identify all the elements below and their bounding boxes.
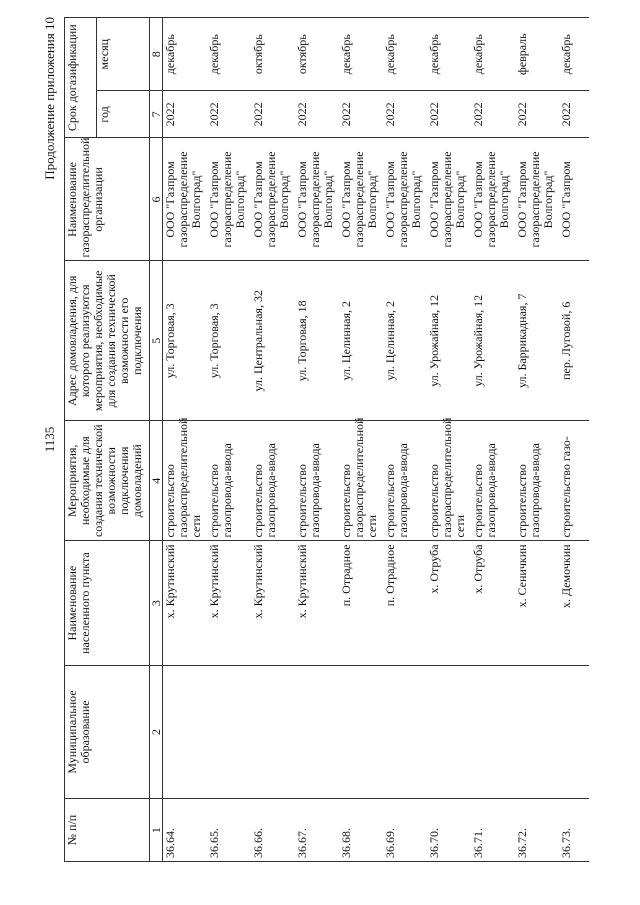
row-municipality bbox=[207, 665, 251, 798]
row-number: 36.73. bbox=[559, 799, 589, 862]
header-address: Адрес домовладения, для которого реализуются мероприятия, необходимые для создания технической возможности его подключения bbox=[65, 261, 150, 421]
row-month: декабрь bbox=[383, 18, 427, 91]
row-year: 2022 bbox=[383, 91, 427, 138]
column-number: 7 bbox=[150, 91, 163, 138]
document-page bbox=[42, 17, 590, 862]
row-number: 36.67. bbox=[295, 799, 339, 862]
row-year: 2022 bbox=[427, 91, 471, 138]
row-measure: строительство газопровода-ввода bbox=[251, 421, 295, 541]
row-settlement: х. Сеничкин bbox=[515, 541, 559, 665]
row-settlement: х. Отруба bbox=[471, 541, 515, 665]
table-row bbox=[339, 18, 383, 862]
row-year: 2022 bbox=[295, 91, 339, 138]
page-number: 1135 bbox=[42, 426, 57, 453]
row-number: 36.66. bbox=[251, 799, 295, 862]
row-municipality bbox=[163, 665, 207, 798]
row-municipality bbox=[295, 665, 339, 798]
header-year: год bbox=[97, 91, 150, 138]
row-year: 2022 bbox=[471, 91, 515, 138]
row-month: октябрь bbox=[295, 18, 339, 91]
table-row bbox=[163, 18, 207, 862]
column-number: 3 bbox=[150, 541, 163, 665]
row-address: ул. Целинная, 2 bbox=[383, 261, 427, 421]
row-measure: строительство газопровода-ввода bbox=[515, 421, 559, 541]
appendix-caption: Продолжение приложения 10 bbox=[42, 17, 57, 180]
row-address: ул. Урожайная, 12 bbox=[471, 261, 515, 421]
row-organization: ООО "Газпром bbox=[559, 138, 589, 261]
row-measure: строительство газораспределительной сети bbox=[339, 421, 383, 541]
header-measures: Мероприятия, необходимые для создания технической возможности подключения домовладений bbox=[65, 421, 150, 541]
gasification-table bbox=[64, 17, 589, 862]
row-address: ул. Торговая, 3 bbox=[207, 261, 251, 421]
row-number: 36.70. bbox=[427, 799, 471, 862]
row-month: декабрь bbox=[163, 18, 207, 91]
table-row bbox=[251, 18, 295, 862]
row-measure: строительство газораспределительной сети bbox=[163, 421, 207, 541]
row-year: 2022 bbox=[251, 91, 295, 138]
row-measure: строительство газопровода-ввода bbox=[471, 421, 515, 541]
row-measure: строительство газопровода-ввода bbox=[207, 421, 251, 541]
table-row bbox=[471, 18, 515, 862]
row-address: пер. Луговой, 6 bbox=[559, 261, 589, 421]
row-organization: ООО "Газпром газораспределение Волгоград" bbox=[207, 138, 251, 261]
row-measure: строительство газопровода-ввода bbox=[295, 421, 339, 541]
column-number: 1 bbox=[150, 799, 163, 862]
header-municipality: Муниципальное образование bbox=[65, 665, 150, 798]
row-year: 2022 bbox=[207, 91, 251, 138]
table-row bbox=[427, 18, 471, 862]
row-month: декабрь bbox=[559, 18, 589, 91]
table-row bbox=[295, 18, 339, 862]
row-municipality bbox=[339, 665, 383, 798]
row-number: 36.71. bbox=[471, 799, 515, 862]
row-address: ул. Торговая, 18 bbox=[295, 261, 339, 421]
row-address: ул. Целинная, 2 bbox=[339, 261, 383, 421]
row-address: ул. Центральная, 32 bbox=[251, 261, 295, 421]
row-organization: ООО "Газпром газораспределение Волгоград" bbox=[251, 138, 295, 261]
header-settlement: Наименование населенного пункта bbox=[65, 541, 150, 665]
row-organization: ООО "Газпром газораспределение Волгоград" bbox=[427, 138, 471, 261]
row-address: ул. Торговая, 3 bbox=[163, 261, 207, 421]
row-settlement: х. Отруба bbox=[427, 541, 471, 665]
row-municipality bbox=[383, 665, 427, 798]
table-row bbox=[559, 18, 589, 862]
header-number: № п/п bbox=[65, 799, 150, 862]
column-number: 2 bbox=[150, 665, 163, 798]
row-month: декабрь bbox=[339, 18, 383, 91]
row-settlement: п. Отрадное bbox=[383, 541, 427, 665]
row-month: октябрь bbox=[251, 18, 295, 91]
row-settlement: х. Крутинский bbox=[207, 541, 251, 665]
header-organization: Наименование газораспределительной организации bbox=[65, 138, 150, 261]
row-number: 36.64. bbox=[163, 799, 207, 862]
row-municipality bbox=[471, 665, 515, 798]
row-month: декабрь bbox=[207, 18, 251, 91]
row-settlement: х. Крутинский bbox=[163, 541, 207, 665]
table-row bbox=[207, 18, 251, 862]
row-organization: ООО "Газпром газораспределение Волгоград" bbox=[295, 138, 339, 261]
row-number: 36.68. bbox=[339, 799, 383, 862]
row-number: 36.65. bbox=[207, 799, 251, 862]
header-month: месяц bbox=[97, 18, 150, 91]
row-measure: строительство газопровода-ввода bbox=[383, 421, 427, 541]
column-number: 5 bbox=[150, 261, 163, 421]
row-settlement: п. Отрадное bbox=[339, 541, 383, 665]
row-year: 2022 bbox=[515, 91, 559, 138]
row-settlement: х. Крутинский bbox=[251, 541, 295, 665]
row-settlement: х. Крутинский bbox=[295, 541, 339, 665]
row-year: 2022 bbox=[339, 91, 383, 138]
row-address: ул. Баррикадная, 7 bbox=[515, 261, 559, 421]
row-number: 36.69. bbox=[383, 799, 427, 862]
row-settlement: х. Демочкин bbox=[559, 541, 589, 665]
row-year: 2022 bbox=[163, 91, 207, 138]
row-municipality bbox=[251, 665, 295, 798]
row-municipality bbox=[427, 665, 471, 798]
row-organization: ООО "Газпром газораспределение Волгоград" bbox=[383, 138, 427, 261]
column-number: 6 bbox=[150, 138, 163, 261]
header-deadline: Срок догазификации bbox=[65, 18, 97, 138]
row-organization: ООО "Газпром газораспределение Волгоград" bbox=[515, 138, 559, 261]
row-year: 2022 bbox=[559, 91, 589, 138]
row-organization: ООО "Газпром газораспределение Волгоград" bbox=[339, 138, 383, 261]
row-organization: ООО "Газпром газораспределение Волгоград" bbox=[471, 138, 515, 261]
row-measure: строительство газо- bbox=[559, 421, 589, 541]
row-month: декабрь bbox=[471, 18, 515, 91]
row-organization: ООО "Газпром газораспределение Волгоград" bbox=[163, 138, 207, 261]
column-number: 8 bbox=[150, 18, 163, 91]
column-number: 4 bbox=[150, 421, 163, 541]
table-row bbox=[515, 18, 559, 862]
row-address: ул. Урожайная, 12 bbox=[427, 261, 471, 421]
row-month: февраль bbox=[515, 18, 559, 91]
table-row bbox=[383, 18, 427, 862]
row-measure: строительство газораспределительной сети bbox=[427, 421, 471, 541]
row-municipality bbox=[515, 665, 559, 798]
row-month: декабрь bbox=[427, 18, 471, 91]
row-municipality bbox=[559, 665, 589, 798]
row-number: 36.72. bbox=[515, 799, 559, 862]
